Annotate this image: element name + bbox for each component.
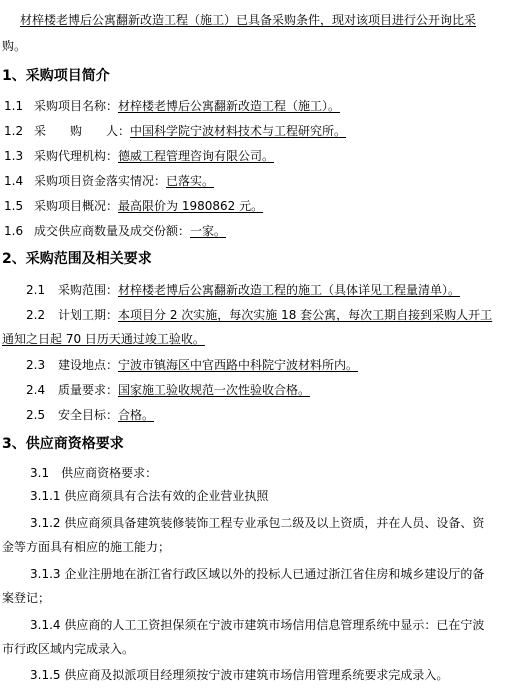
- item-2-2-cont: 通知之日起 70 日历天通过竣工验收。: [2, 332, 205, 346]
- item-3-1-4-cont: 市行政区域内完成录入。: [2, 642, 135, 656]
- item-1-3: 1.3 采购代理机构：德威工程管理咨询有限公司。: [4, 149, 275, 163]
- item-3-1: 3.1 供应商资格要求：: [30, 466, 158, 480]
- section-2-heading: 2、采购范围及相关要求: [2, 251, 152, 267]
- project-name: 材梓楼老博后公寓翻新改造工程（施工）已具备采购条件，现对该项目进行公开询比采: [20, 13, 477, 27]
- item-3-1-5: 3.1.5 供应商及拟派项目经理须按宁波市建筑市场信用管理系统要求完成录入。: [30, 668, 449, 682]
- item-1-2: 1.2 采 购 人：中国科学院宁波材料技术与工程研究所。: [4, 124, 347, 138]
- item-3-1-3-cont: 案登记；: [2, 591, 51, 605]
- section-3-heading: 3、供应商资格要求: [2, 436, 124, 452]
- item-1-1: 1.1 采购项目名称：材梓楼老博后公寓翻新改造工程（施工）。: [4, 99, 341, 113]
- item-1-6: 1.6 成交供应商数量及成交份额：一家。: [4, 224, 227, 238]
- item-2-1: 2.1 采购范围：材梓楼老博后公寓翻新改造工程的施工（具体详见工程量清单）。: [26, 283, 461, 297]
- item-3-1-4: 3.1.4 供应商的人工工资担保须在宁波市建筑市场信用信息管理系统中显示：已在宁波: [30, 618, 485, 632]
- item-3-1-3: 3.1.3 企业注册地在浙江省行政区域以外的投标人已通过浙江省住房和城乡建设厅的备: [30, 567, 485, 581]
- item-2-4: 2.4 质量要求：国家施工验收规范一次性验收合格。: [26, 383, 311, 397]
- item-3-1-2-cont: 金等方面具有相应的施工能力；: [2, 540, 171, 554]
- item-2-2: 2.2 计划工期：本项目分 2 次实施，每次实施 18 套公寓，每次工期自接到采购人开工: [26, 308, 493, 322]
- item-2-3: 2.3 建设地点：宁波市镇海区中官西路中科院宁波材料所内。: [26, 358, 359, 372]
- intro-line-1: [20, 12, 476, 28]
- item-1-4: 1.4 采购项目资金落实情况：已落实。: [4, 174, 215, 188]
- intro-line-2: 购。: [2, 39, 27, 53]
- item-3-1-1: 3.1.1 供应商须具有合法有效的企业营业执照: [30, 489, 269, 503]
- item-1-5: 1.5 采购项目概况：最高限价为 1980862 元。: [4, 199, 264, 213]
- item-2-5: 2.5 安全目标：合格。: [26, 408, 155, 422]
- section-1-heading: 1、采购项目简介: [2, 68, 110, 84]
- item-3-1-2: 3.1.2 供应商须具备建筑装修装饰工程专业承包二级及以上资质，并在人员、设备、资: [30, 516, 485, 530]
